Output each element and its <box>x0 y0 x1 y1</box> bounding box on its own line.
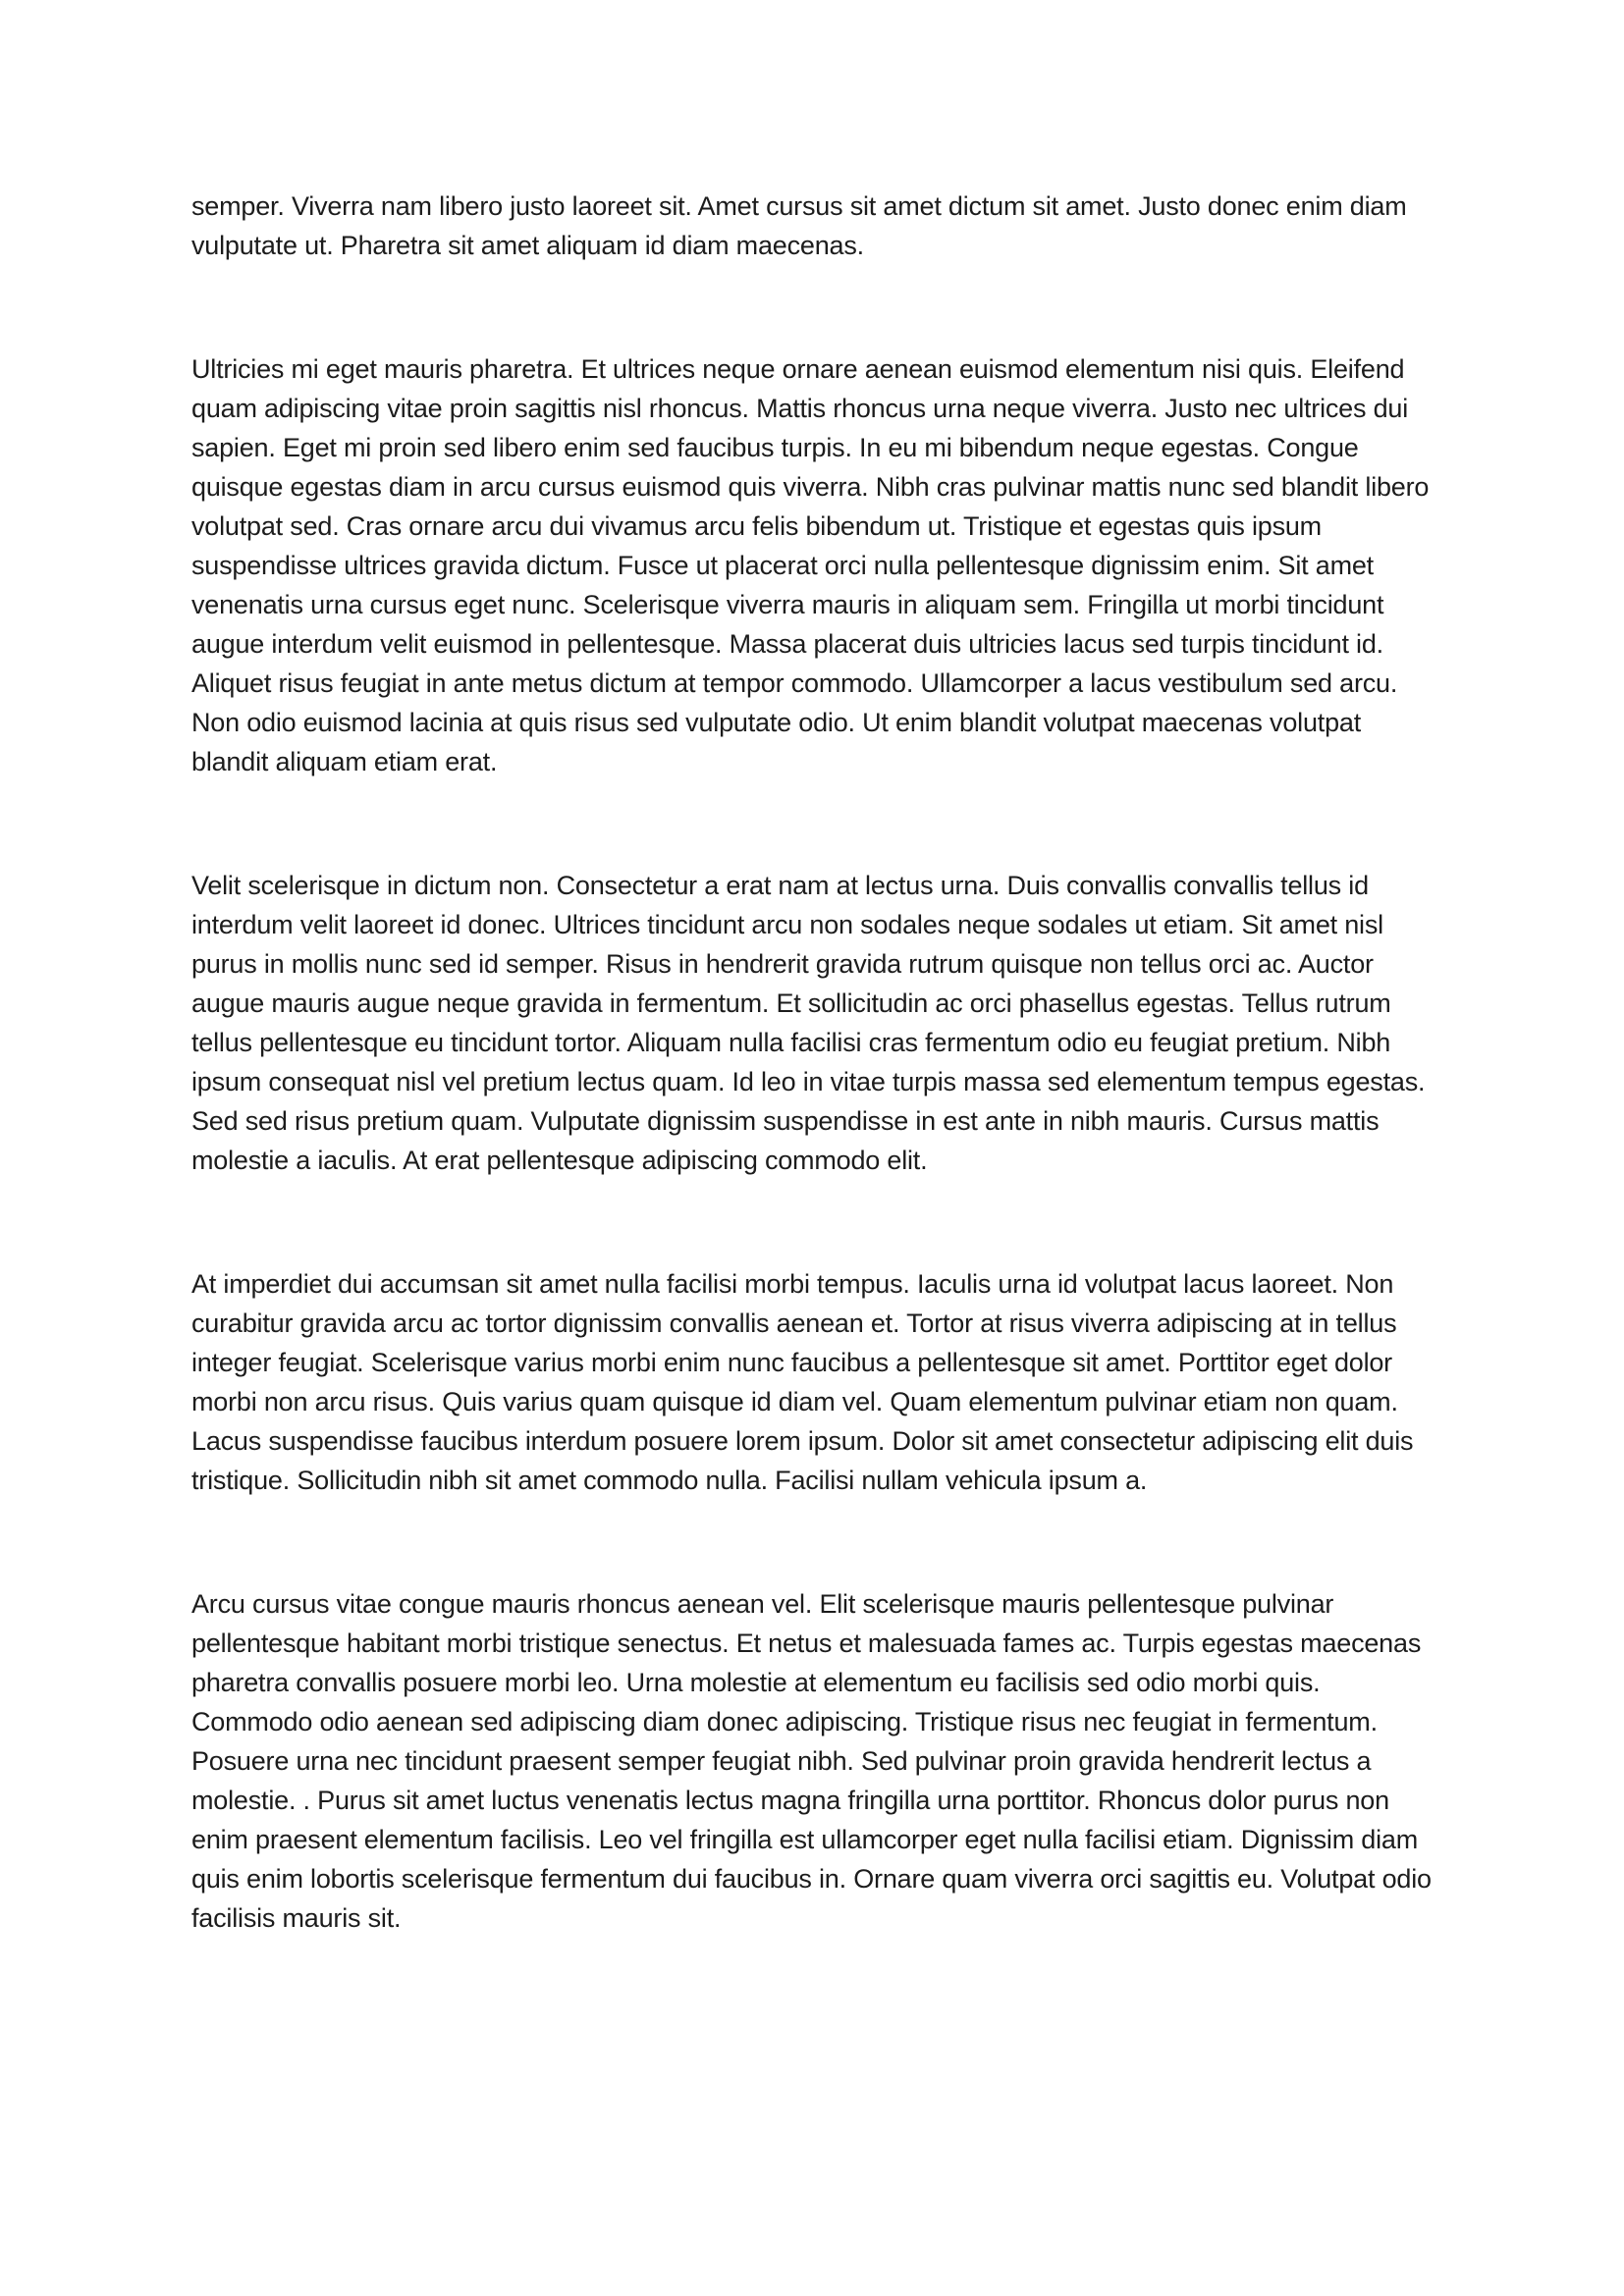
paragraph: Velit scelerisque in dictum non. Consectetur a erat nam at lectus urna. Duis convallis convallis tellus id interdum velit laoreet id donec. Ultrices tincidunt arcu non sodales neque sodales ut etiam. Sit amet nisl purus in mollis nunc sed id semper. Risus in hendrerit gravida rutrum quisque non tellus orci ac. Auctor augue mauris augue neque gravida in fermentum. Et sollicitudin ac orci phasellus egestas. Tellus rutrum tellus pellentesque eu tincidunt tortor. Aliquam nulla facilisi cras fermentum odio eu feugiat pretium. Nibh ipsum consequat nisl vel pretium lectus quam. Id leo in vitae turpis massa sed elementum tempus egestas. Sed sed risus pretium quam. Vulputate dignissim suspendisse in est ante in nibh mauris. Cursus mattis molestie a iaculis. At erat pellentesque adipiscing commodo elit. <box>191 871 1426 1175</box>
paragraph: At imperdiet dui accumsan sit amet nulla facilisi morbi tempus. Iaculis urna id volutpat lacus laoreet. Non curabitur gravida arcu ac tortor dignissim convallis aenean et. Tortor at risus viverra adipiscing at in tellus integer feugiat. Scelerisque varius morbi enim nunc faucibus a pellentesque sit amet. Porttitor eget dolor morbi non arcu risus. Quis varius quam quisque id diam vel. Quam elementum pulvinar etiam non quam. Lacus suspendisse faucibus interdum posuere lorem ipsum. Dolor sit amet consectetur adipiscing elit duis tristique. Sollicitudin nibh sit amet commodo nulla. Facilisi nullam vehicula ipsum a. <box>191 1269 1414 1495</box>
paragraph: Arcu cursus vitae congue mauris rhoncus aenean vel. Elit scelerisque mauris pellentesque pulvinar pellentesque habitant morbi tristique senectus. Et netus et malesuada fames ac. Turpis egestas maecenas pharetra convallis posuere morbi leo. Urna molestie at elementum eu facilisis sed odio morbi quis. Commodo odio aenean sed adipiscing diam donec adipiscing. Tristique risus nec feugiat in fermentum. Posuere urna nec tincidunt praesent semper feugiat nibh. Sed pulvinar proin gravida hendrerit lectus a molestie. . Purus sit amet luctus venenatis lectus magna fringilla urna porttitor. Rhoncus dolor purus non enim praesent elementum facilisis. Leo vel fringilla est ullamcorper eget nulla facilisi etiam. Dignissim diam quis enim lobortis scelerisque fermentum dui faucibus in. Ornare quam viverra orci sagittis eu. Volutpat odio facilisis mauris sit. <box>191 1589 1432 1933</box>
paragraph: semper. Viverra nam libero justo laoreet sit. Amet cursus sit amet dictum sit amet. Justo donec enim diam vulputate ut. Pharetra sit amet aliquam id diam maecenas. <box>191 191 1407 260</box>
document-text-body <box>191 187 1435 1938</box>
paragraph: Ultricies mi eget mauris pharetra. Et ultrices neque ornare aenean euismod elementum nisi quis. Eleifend quam adipiscing vitae proin sagittis nisl rhoncus. Mattis rhoncus urna neque viverra. Justo nec ultrices dui sapien. Eget mi proin sed libero enim sed faucibus turpis. In eu mi bibendum neque egestas. Congue quisque egestas diam in arcu cursus euismod quis viverra. Nibh cras pulvinar mattis nunc sed blandit libero volutpat sed. Cras ornare arcu dui vivamus arcu felis bibendum ut. Tristique et egestas quis ipsum suspendisse ultrices gravida dictum. Fusce ut placerat orci nulla pellentesque dignissim enim. Sit amet venenatis urna cursus eget nunc. Scelerisque viverra mauris in aliquam sem. Fringilla ut morbi tincidunt augue interdum velit euismod in pellentesque. Massa placerat duis ultricies lacus sed turpis tincidunt id. Aliquet risus feugiat in ante metus dictum at tempor commodo. Ullamcorper a lacus vestibulum sed arcu. Non odio euismod lacinia at quis risus sed vulputate odio. Ut enim blandit volutpat maecenas volutpat blandit aliquam etiam erat. <box>191 354 1430 776</box>
